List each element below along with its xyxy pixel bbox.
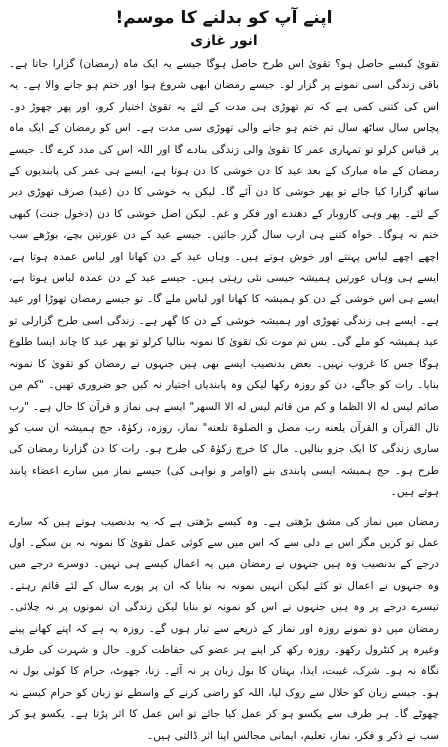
article-paragraph-1: تقویٰ کیسے حاصل ہو؟ تقویٰ اس طرح حاصل ہوگا جیسے یہ ایک ماہ (رمضان) گزارا جاتا ہے۔ باقی زندگی اسی نمونے پر گزار لو۔ جیسے رمضان ابھی شروع ہوا اور ختم ہو جانے والا ہے۔ یہ اس کی کتنی کمی ہے کہ تم تھوڑی ہی مدت کے لئے یہ تقویٰ اختیار کرو، اور پھر چھوڑ دو۔ پچاس سال ساٹھ سال تم ختم ہو جانے والی تھوڑی سی مدت ہے۔ اس کو رمضان کے ایک ماہ پر قیاس کرلو تو تمہاری عمر کا تقویٰ والی زندگی بنادے گا اور اللہ اس کی مدد کرے گا۔ جیسے رمضان کے ماہ مبارک کے بعد عید کا دن خوشی کا دن ہوتا ہے، ایسے ہی عمر کی پابندیوں کے ساتھ گزارا کیا جائے تو پھر خوشی کا دن آئے گا۔ لیکن یہ خوشی کا دن (عید) صرف تھوڑی دیر کے لئے۔ پھر وہی کاروبار کے دھندے اور فکر و غم۔ لیکن اصل خوشی کا دن (دخول جنت) کبھی ختم نہ ہوگا۔ خواہ کتنے ہی ارب سال گزر جائیں۔ جیسے عید کے دن عورتیں بچے، بوڑھے سب اچھے اچھے لباس پہنتے اور خوش ہوتے ہیں۔ وہاں عید کے دن کھانا اور لباس عمدہ ہوتا ہے، ایسے ہی وہاں عورتیں ہمیشہ جیسی نئی رہتی ہیں۔ جیسے عید کے دن عمدہ لباس ہوتا ہے، ایسے ہی اس خوشی کے دن کو ہمیشہ کا کھانا اور لباس ملے گا۔ تو جیسے رمضان تھوڑا اور عید ہے۔ ایسے ہی زندگی تھوڑی اور ہمیشہ خوشی کے دن کا گھر ہے۔ زندگی اسی طرح گزارلی تو عید ہمیشہ کو ملے گی۔ بس تم موت تک تقویٰ کا نمونہ بنالیا کرلو تو پھر عید کا چاند ایسا طلوع ہوگا جس کا غروب نہیں۔ بعض بدنصیب ایسے بھی ہیں جنہوں نے رمضان کو تقویٰ کا نمونہ بنایا۔ رات کو جاگے، دن کو روزہ رکھا لیکن وہ پابندیاں اختیار نہ کیں جو ضروری تھیں۔ "کم من صائم لیس له الا الظما و کم من قائم لیس له الا السهر" ایسے ہی نماز و قرآن کا حال ہے۔ "رب تال القرآن و القرآن یلعنه رب مصل و الصلوۃ تلعنه" نماز، روزہ، زکوٰۃ، حج ہمیشہ ان سب کو ساری زندگی کا ایک جزو بنالیں۔ مال کا خرچ زکوٰۃ کی طرح ہو۔ رات کا دن گزارنا رمضان کی طرح ہو۔ حج ہمیشہ ایسی پابندی بنے (اوامر و نواہی کی) جیسے نماز میں سارے اعضاء پابند ہوتے ہیں۔ xyxy=(9,58,439,499)
article-paragraph-2: رمضان میں نماز کی مشق بڑھتی ہے۔ وہ کیسے بڑھتی ہے کہ یہ بدنصیب ہوتے ہیں کہ سارے عمل تو کریں مگر اس بے دلی سے کہ اس میں سے کوئی عمل تقویٰ کا نمونہ نہ بن سکے۔ اول درجے کے بدنصیب وہ ہیں جنہوں نے رمضان میں یہ اعمال کیسے ہی نہیں۔ دوسرے درجے میں وہ جنہوں نے اعمال تو کئے لیکن انہیں نمونہ نہ بنایا کہ ان پر پورے سال کے لئے قائم رہتے۔ تیسرے درجے پر وہ ہیں جنہوں نے اس کو نمونہ تو بنایا لیکن زندگی ان نمونوں پر نہ چلائی۔ رمضان میں دو نمونے روزہ اور نماز کے ذریعے سے تیار ہوں گے۔ روزہ یہ ہے کہ اپنے کھانے پینے وغیرہ پر کنٹرول رکھو۔ روزہ رکھ کر اپنے ہر عضو کی حفاظت کرو۔ حال و شہرت کی طرف نگاہ نہ ہو۔ شرک، غیبت، ایذا، بہتان کا بول زبان پر نہ آئے۔ زنا، جھوٹ، حرام کا کوئی بول نہ ہو۔ جیسے زبان کو حلال سے روک لیا، اللہ کو راضی کرنے کے واسطے تو زبان کو حرام کیسے نہ چھوٹے گا۔ ہر طرف سے یکسو ہو کر عمل کیا جائے تو اس عمل کا اثر پڑتا ہے۔ یکسو ہو کر سب نے ذکر و فکر، نماز، تعلیم، ایمانی مجالس اپنا اثر ڈالتی ہیں۔ xyxy=(9,515,439,742)
article-title: اپنے آپ کو بدلنے کا موسم! xyxy=(115,8,333,28)
article-author: انور غازی xyxy=(190,33,258,49)
